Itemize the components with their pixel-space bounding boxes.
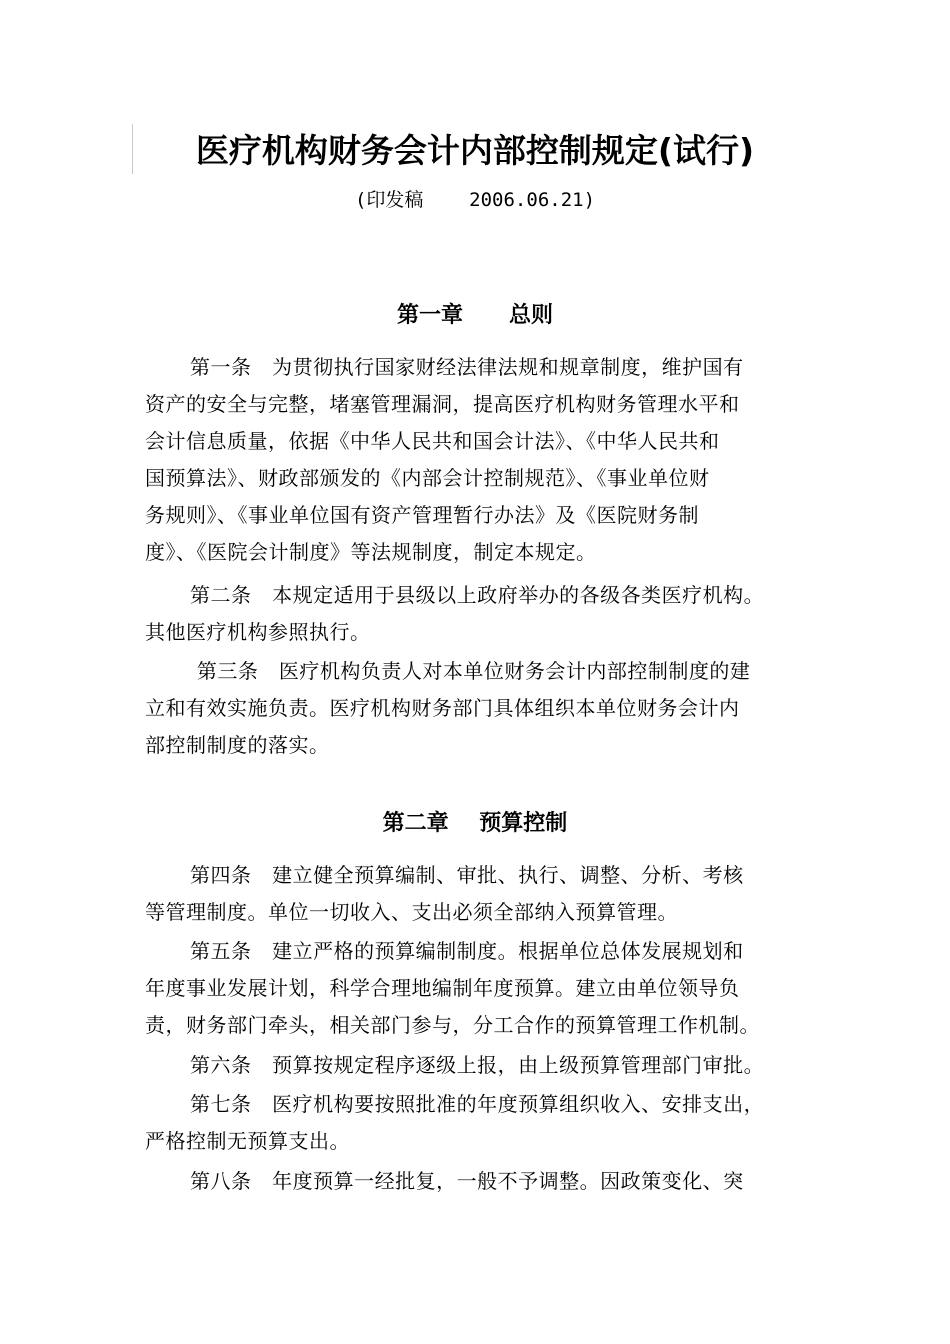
article-line: 第七条 医疗机构要按照批准的年度预算组织收入、安排支出， <box>190 1092 765 1116</box>
article-6 <box>145 1047 815 1084</box>
article-line: 责，财务部门牵头，相关部门参与，分工合作的预算管理工作机制。 <box>145 1013 760 1037</box>
article-4 <box>145 857 815 931</box>
article-line: 度》、《医院会计制度》等法规制度，制定本规定。 <box>145 540 597 564</box>
chapter-2-heading: 第二章 预算控制 <box>382 811 568 836</box>
article-3 <box>145 653 815 764</box>
article-line: 第六条 预算按规定程序逐级上报，由上级预算管理部门审批。 <box>190 1053 765 1077</box>
article-line: 年度事业发展计划，科学合理地编制年度预算。建立由单位领导负 <box>145 976 740 1000</box>
article-line: 资产的安全与完整，堵塞管理漏洞，提高医疗机构财务管理水平和 <box>145 392 740 416</box>
chapter-1-heading: 第一章 总则 <box>397 303 553 328</box>
article-line: 第二条 本规定适用于县级以上政府举办的各级各类医疗机构。 <box>190 583 765 607</box>
article-line: 部控制制度的落实。 <box>145 733 330 757</box>
article-8 <box>145 1163 815 1200</box>
article-line: 第一条 为贯彻执行国家财经法律法规和规章制度，维护国有 <box>190 355 744 379</box>
article-line: 国预算法》、财政部颁发的《内部会计控制规范》、《事业单位财 <box>145 466 710 490</box>
document-subtitle: (印发稿 2006.06.21) <box>354 189 596 211</box>
article-7 <box>145 1086 815 1160</box>
article-5 <box>145 933 815 1044</box>
article-line: 严格控制无预算支出。 <box>145 1129 350 1153</box>
article-2 <box>145 577 815 651</box>
document-title: 医疗机构财务会计内部控制规定(试行) <box>195 131 755 170</box>
article-line: 务规则》、《事业单位国有资产管理暂行办法》及《医院财务制 <box>145 503 699 527</box>
article-line: 立和有效实施负责。医疗机构财务部门具体组织本单位财务会计内 <box>145 696 740 720</box>
article-line: 等管理制度。单位一切收入、支出必须全部纳入预算管理。 <box>145 900 678 924</box>
article-line: 第三条 医疗机构负责人对本单位财务会计内部控制制度的建 <box>190 659 751 683</box>
article-line: 第八条 年度预算一经批复，一般不予调整。因政策变化、突 <box>190 1169 744 1193</box>
article-line: 第四条 建立健全预算编制、审批、执行、调整、分析、考核 <box>190 863 744 887</box>
article-line: 第五条 建立严格的预算编制制度。根据单位总体发展规划和 <box>190 939 744 963</box>
article-line: 会计信息质量，依据《中华人民共和国会计法》、《中华人民共和 <box>145 429 720 453</box>
article-line: 其他医疗机构参照执行。 <box>145 620 371 644</box>
article-1 <box>145 349 815 571</box>
